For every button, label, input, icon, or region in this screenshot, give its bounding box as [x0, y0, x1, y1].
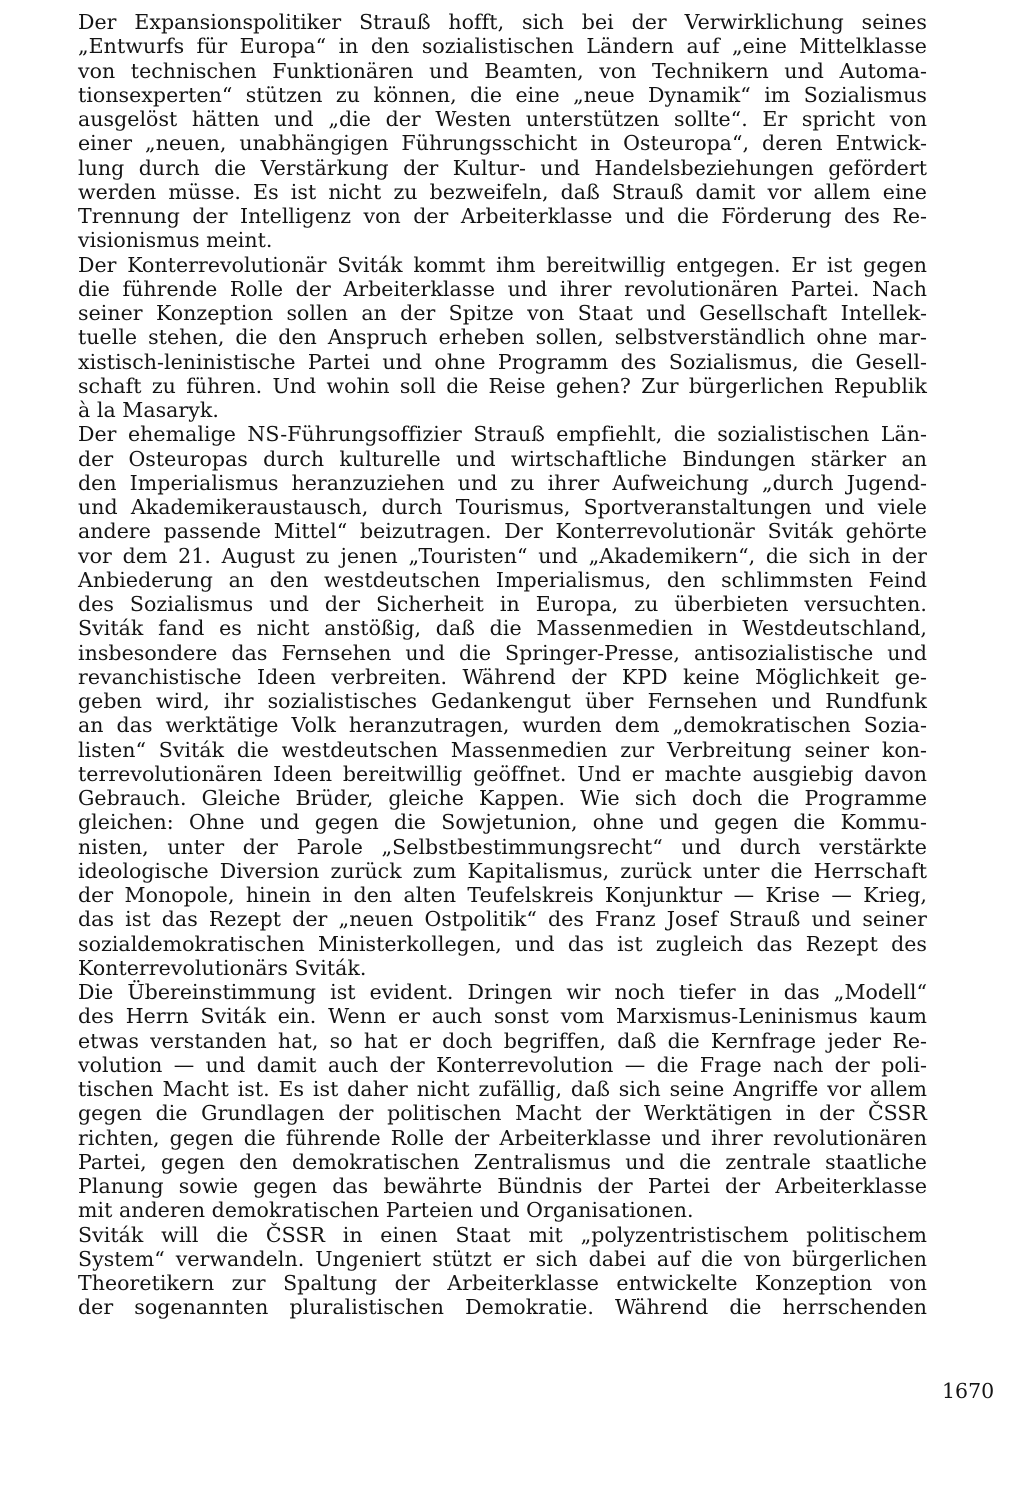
text-line: tionsexperten“ stützen zu können, die eine „neue Dynamik“ im Sozialismus — [78, 82, 927, 107]
text-line: revanchistische Ideen verbreiten. Während der KPD keine Möglichkeit ge- — [78, 664, 927, 689]
text-line: Planung sowie gegen das bewährte Bündnis der Partei der Arbeiterklasse — [78, 1174, 927, 1198]
text-line: der Monopole, hinein in den alten Teufelskreis Konjunktur — Krise — Krieg, — [78, 883, 927, 907]
text-line: schaft zu führen. Und wohin soll die Reise gehen? Zur bürgerlichen Republik — [78, 373, 927, 398]
page-number: 1670 — [942, 1379, 995, 1403]
paragraph-1 — [78, 10, 927, 253]
text-line: à la Masaryk. — [78, 398, 219, 422]
text-line: richten, gegen die führende Rolle der Arbeiterklasse und ihrer revolutionären — [78, 1125, 927, 1150]
text-line: das ist das Rezept der „neuen Ostpolitik“ des Franz Josef Strauß und seiner — [78, 907, 927, 932]
text-line: geben wird, ihr sozialistisches Gedankengut über Fernsehen und Rundfunk — [78, 689, 927, 713]
text-line: Sviták fand es nicht anstößig, daß die Massenmedien in Westdeutschland, — [78, 616, 927, 641]
text-line: Sviták will die ČSSR in einen Staat mit „polyzentristischem politischem — [78, 1222, 927, 1247]
text-line: ideologische Diversion zurück zum Kapitalismus, zurück unter die Herrschaft — [78, 858, 927, 883]
text-line: werden müsse. Es ist nicht zu bezweifeln, daß Strauß damit vor allem eine — [78, 179, 927, 204]
paragraph-2 — [78, 253, 927, 423]
text-line: Anbiederung an den westdeutschen Imperialismus, den schlimmsten Feind — [78, 567, 927, 592]
text-line: Trennung der Intelligenz von der Arbeiterklasse und die Förderung des Re- — [78, 204, 927, 228]
text-line: seiner Konzeption sollen an der Spitze von Staat und Gesellschaft Intellek- — [78, 301, 927, 325]
text-line: terrevolutionären Ideen bereitwillig geöffnet. Und er machte ausgiebig davon — [78, 761, 927, 786]
text-column — [78, 10, 927, 1320]
text-line: Gebrauch. Gleiche Brüder, gleiche Kappen. Wie sich doch die Programme — [78, 786, 927, 810]
text-line: nisten, unter der Parole „Selbstbestimmungsrecht“ und durch verstärkte — [78, 834, 927, 859]
text-line: von technischen Funktionären und Beamten, von Technikern und Automa- — [78, 58, 927, 83]
text-line: insbesondere das Fernsehen und die Springer-Presse, antisozialistische und — [78, 640, 927, 665]
paragraph-4 — [78, 980, 927, 1223]
text-line: gleichen: Ohne und gegen die Sowjetunion, ohne und gegen die Kommu- — [78, 810, 927, 835]
text-line: des Sozialismus und der Sicherheit in Europa, zu überbieten versuchten. — [78, 592, 927, 616]
text-line: Die Übereinstimmung ist evident. Dringen wir noch tiefer in das „Modell“ — [78, 980, 927, 1004]
text-line: gegen die Grundlagen der politischen Macht der Werktätigen in der ČSSR — [78, 1101, 927, 1126]
text-line: System“ verwandeln. Ungeniert stützt er sich dabei auf die von bürgerlichen — [78, 1246, 927, 1271]
text-line: der sogenannten pluralistischen Demokratie. Während die herrschenden — [78, 1295, 927, 1320]
text-line: etwas verstanden hat, so hat er doch begriffen, daß die Kernfrage jeder Re- — [78, 1028, 927, 1053]
text-line: die führende Rolle der Arbeiterklasse und ihrer revolutionären Partei. Nach — [78, 276, 927, 301]
text-line: xistisch-leninistische Partei und ohne Programm des Sozialismus, die Gesell- — [78, 349, 927, 374]
text-line: Der Expansionspolitiker Strauß hofft, sich bei der Verwirklichung seines — [78, 10, 927, 34]
text-line: mit anderen demokratischen Parteien und Organisationen. — [78, 1198, 694, 1223]
text-line: Der ehemalige NS-Führungsoffizier Strauß empfiehlt, die sozialistischen Län- — [78, 422, 927, 447]
text-line: sozialdemokratischen Ministerkollegen, und das ist zugleich das Rezept des — [78, 931, 927, 956]
text-line: visionismus meint. — [78, 228, 273, 253]
text-line: Konterrevolutionärs Sviták. — [78, 955, 367, 980]
text-line: Theoretikern zur Spaltung der Arbeiterklasse entwickelte Konzeption von — [78, 1271, 927, 1295]
text-line: des Herrn Sviták ein. Wenn er auch sonst vom Marxismus-Leninismus kaum — [78, 1004, 927, 1029]
paragraph-5 — [78, 1223, 927, 1320]
text-line: Partei, gegen den demokratischen Zentralismus und die zentrale staatliche — [78, 1149, 927, 1174]
text-line: „Entwurfs für Europa“ in den sozialistischen Ländern auf „eine Mittelklasse — [78, 34, 927, 59]
text-line: der Osteuropas durch kulturelle und wirtschaftliche Bindungen stärker an — [78, 446, 927, 471]
text-line: Der Konterrevolutionär Sviták kommt ihm bereitwillig entgegen. Er ist gegen — [78, 252, 927, 277]
text-line: tuelle stehen, die den Anspruch erheben sollen, selbstverständlich ohne mar- — [78, 325, 927, 350]
text-line: vor dem 21. August zu jenen „Touristen“ und „Akademikern“, die sich in der — [78, 543, 927, 568]
paragraph-3 — [78, 422, 927, 980]
text-line: den Imperialismus heranzuziehen und zu ihrer Aufweichung „durch Jugend- — [78, 470, 927, 495]
text-line: und Akademikeraustausch, durch Tourismus, Sportveranstaltungen und viele — [78, 495, 927, 519]
text-line: lung durch die Verstärkung der Kultur- und Handelsbeziehungen gefördert — [78, 155, 927, 180]
text-line: volution — und damit auch der Konterrevolution — die Frage nach der poli- — [78, 1052, 927, 1077]
text-line: an das werktätige Volk heranzutragen, wurden dem „demokratischen Sozia- — [78, 713, 927, 738]
text-line: andere passende Mittel“ beizutragen. Der Konterrevolutionär Sviták gehörte — [78, 519, 927, 544]
text-line: listen“ Sviták die westdeutschen Massenmedien zur Verbreitung seiner kon- — [78, 737, 927, 762]
text-line: einer „neuen, unabhängigen Führungsschicht in Osteuropa“, deren Entwick- — [78, 131, 927, 156]
text-line: ausgelöst hätten und „die der Westen unterstützen sollte“. Er spricht von — [78, 107, 927, 131]
text-line: tischen Macht ist. Es ist daher nicht zufällig, daß sich seine Angriffe vor allem — [78, 1077, 927, 1101]
